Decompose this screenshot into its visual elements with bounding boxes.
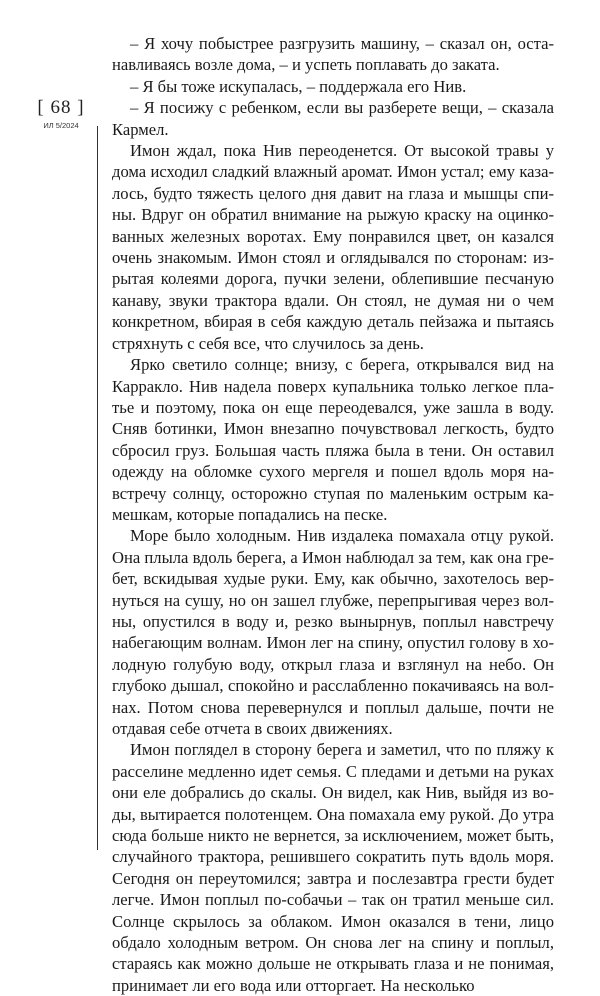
paragraph-dialogue-2: – Я бы тоже искупалась, – поддержала его Нив. [130, 76, 467, 96]
paragraph-dialogue-1: – Я хочу побыстрее разгрузить машину, – сказал он, останавливаясь возле дома, – и успеть поплавать до заката. [112, 34, 554, 75]
page-number: [ 68 ] [37, 97, 85, 118]
page-marker [30, 97, 92, 131]
journal-issue-label: ИЛ 5/2024 [43, 121, 79, 130]
margin-vertical-rule [97, 126, 98, 850]
paragraph-1: Имон ждал, пока Нив переоденется. От высокой травы у дома исходил сладкий влажный аромат. Имон устал; ему казалось, будто тяжесть целого дня давит на глаза и мышцы спины. Вдруг он обратил внимание на рыжую краску на оцинкованных железных воротах. Ему понравился цвет, он казался очень знакомым. Имон стоял и оглядывался по сторонам: изрытая колеями дорога, пучки зелени, облепившие песчаную канаву, звуки трактора вдали. Он стоял, не думая ни о чем конкретном, вбирая в себя каждую деталь пейзажа и пытаясь стряхнуть с себя все, что случилось за день. [112, 141, 554, 353]
paragraph-3: Море было холодным. Нив издалека помахала отцу рукой. Она плыла вдоль берега, а Имон наблюдал за тем, как она гребет, вскидывая худые руки. Ему, как обычно, захотелось вернуться на сушу, но он зашел глубже, перепрыгивая через волны, опустился в воду и, резко вынырнув, поплыл навстречу набегающим волнам. Имон лег на спину, опустил голову в холодную голубую воду, открыл глаза и взглянул на небо. Он глубоко дышал, спокойно и расслабленно покачиваясь на волнах. Потом снова перевернулся и поплыл дальше, почти не отдавая себе отчета в своих движениях. [112, 526, 554, 738]
paragraph-2: Ярко светило солнце; внизу, с берега, открывался вид на Карракло. Нив надела поверх купальника только легкое платье и поэтому, пока он еще переодевался, уже зашла в воду. Сняв ботинки, Имон внезапно почувствовал легкость, будто сбросил груз. Большая часть пляжа была в тени. Он оставил одежду на обломке сухого мергеля и пошел вдоль моря навстречу солнцу, осторожно ступая по маленьким острым камешкам, которые попадались на песке. [112, 355, 554, 524]
paragraph-dialogue-3: – Я посижу с ребенком, если вы разберете вещи, – сказала Кармел. [112, 98, 554, 139]
paragraph-4: Имон поглядел в сторону берега и заметил, что по пляжу к расселине медленно идет семья. С пледами и детьми на руках они еле добрались до скалы. Он видел, как Нив, выйдя из воды, вытирается полотенцем. Она помахала ему рукой. До утра сюда больше никто не вернется, за исключением, может быть, случайного трактора, решившего сократить путь вдоль моря. Сегодня он переутомился; завтра и послезавтра грести будет легче. Имон поплыл по-собачьи – так он тратил меньше сил. Солнце скрылось за облаком. Имон оказался в тени, лицо обдало холодным ветром. Он снова лег на спину и поплыл, стараясь как можно дольше не открывать глаза и не понимая, принимает ли его вода или отторгает. На несколько [112, 740, 554, 995]
body-text-column [112, 33, 554, 996]
